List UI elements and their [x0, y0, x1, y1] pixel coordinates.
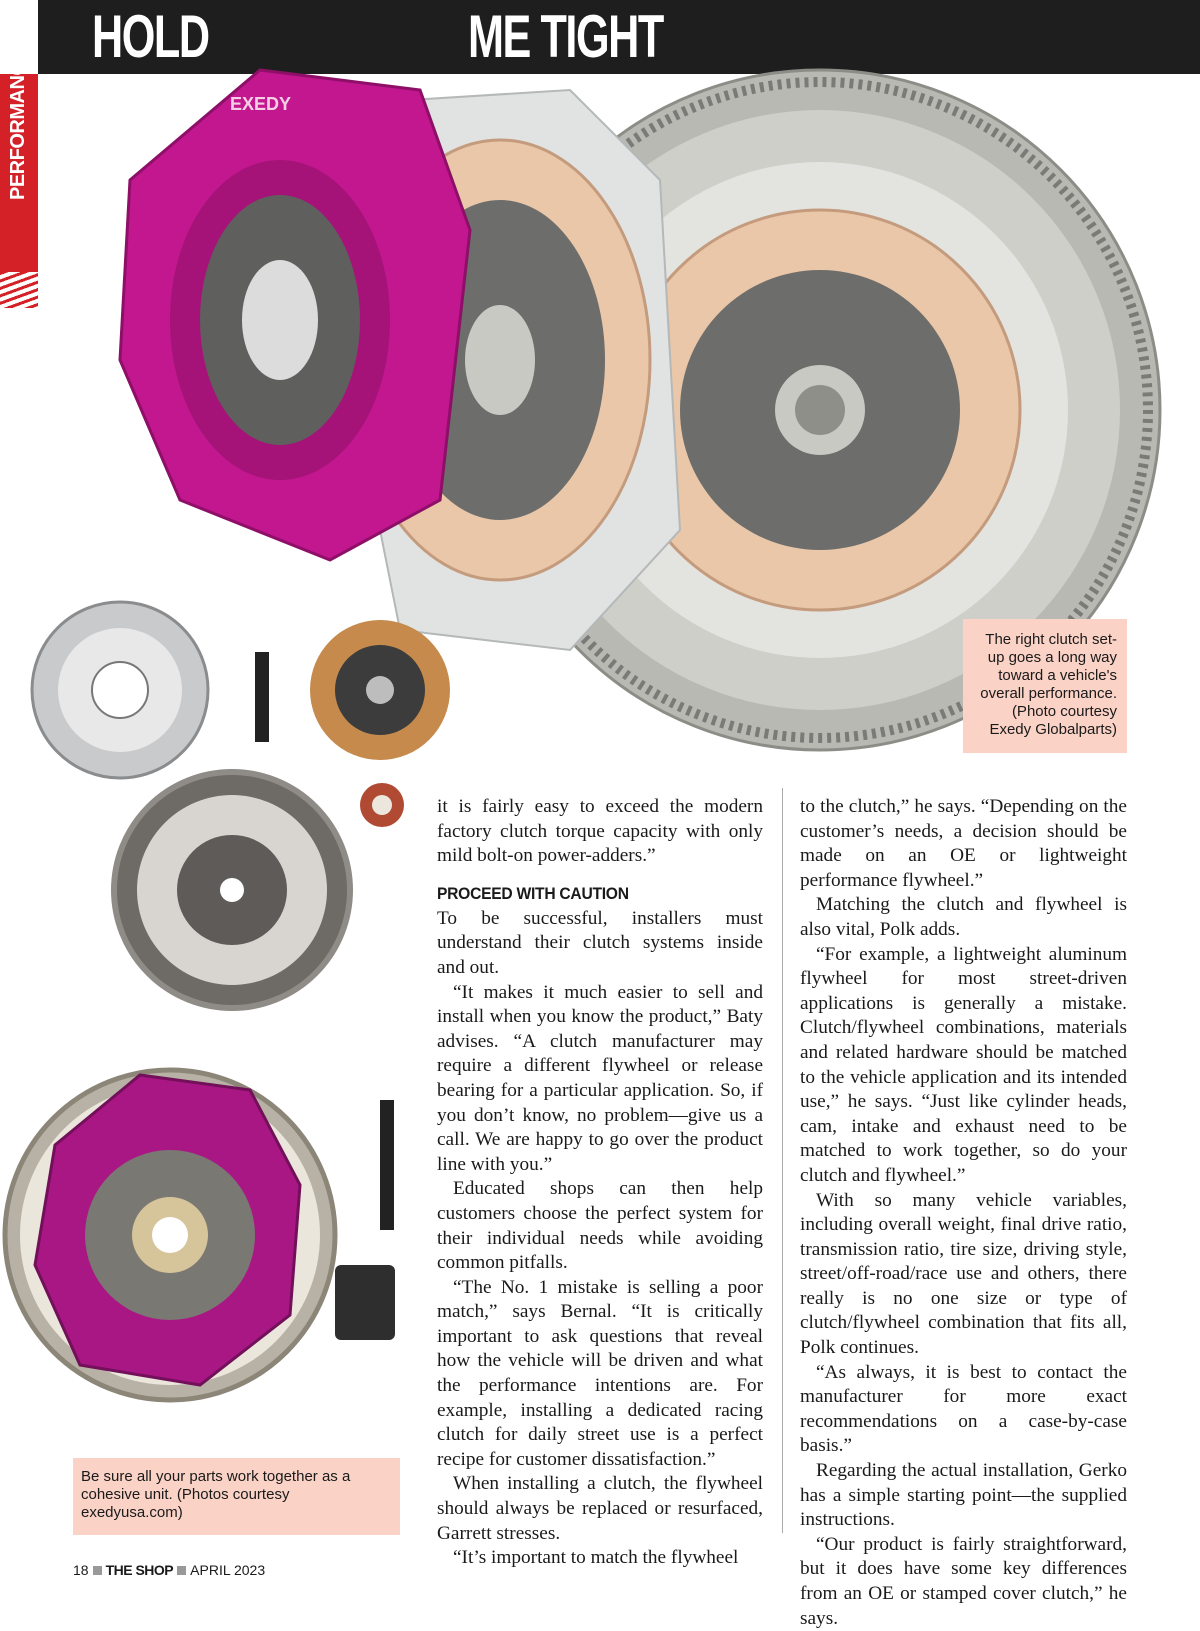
col2-paragraph-6: Regarding the actual installation, Gerko has a simple starting point—the supplied instructions. [800, 1460, 1127, 1531]
twin-disc-clutch-image [5, 1070, 335, 1400]
col2-paragraph-3: “For example, a lightweight aluminum flywheel for most street-driven applications is generally a mistake. Clutch/flywheel combinations, materials and related hardware should be matched to the vehicle application and its intended use,” he says. “Just like cylinder heads, cam, intake and exhaust need to be matched to work together, so do your clutch and flywheel.” [800, 943, 1127, 1186]
alignment-tool-kit2-image [380, 1100, 394, 1230]
page-number: 18 [73, 1562, 89, 1578]
footer-separator-icon [177, 1566, 186, 1575]
col2-paragraph-2: Matching the clutch and flywheel is also vital, Polk adds. [800, 894, 1127, 940]
col2-paragraph-1: to the clutch,” he says. “Depending on the customer’s needs, a decision should be made on an OE or lightweight performance flywheel.” [800, 796, 1127, 891]
bolts-image [335, 1265, 395, 1340]
three-puck-disc-image [310, 620, 450, 760]
section-heading: PROCEED WITH CAUTION [437, 883, 629, 903]
twin-disc-kit-photo [0, 1035, 440, 1415]
page-footer [73, 1562, 265, 1578]
flywheel-kit-image [114, 772, 350, 1008]
col1-paragraph-5: “The No. 1 mistake is selling a poor match,” says Bernal. “It is critically important to ask questions that reveal how the vehicle will be driven and what the performance intentions are. For example, installing a dedicated racing clutch for daily street use is a perfect recipe for customer dissatisfaction.” [437, 1276, 763, 1470]
pressure-plate-kit-image [32, 602, 208, 778]
caption-kits: Be sure all your parts work together as a cohesive unit. (Photos courtesy exedyusa.com) [73, 1458, 400, 1535]
col1-paragraph-4: Educated shops can then help customers choose the perfect system for their individual needs while avoiding common pitfalls. [437, 1178, 763, 1274]
column-divider [782, 788, 783, 1533]
article-column-1 [437, 795, 763, 1571]
article-title-part2: ME TIGHT [468, 3, 663, 70]
article-title-part1: HOLD [92, 3, 209, 70]
release-bearing-image [360, 783, 404, 827]
section-tab-stripes [0, 272, 38, 308]
magazine-name: THE SHOP [105, 1562, 174, 1578]
col2-paragraph-4: With so many vehicle variables, including overall weight, final drive ratio, transmission ratio, tire size, driving style, street/off-road/race use and others, there really is no one size or type of clutch/flywheel combination that fits all, Polk continues. [800, 1189, 1127, 1359]
article-column-2 [800, 795, 1127, 1631]
caption-hero: The right clutch set-up goes a long way toward a vehicle's overall performance. (Photo courtesy Exedy Globalparts) [963, 619, 1127, 753]
alignment-tool-image [255, 652, 269, 742]
col1-paragraph-6: When installing a clutch, the flywheel should always be replaced or resurfaced, Garrett stresses. [437, 1473, 763, 1544]
pressure-plate-logo: EXEDY [230, 94, 292, 114]
rear-friction-disc-image [620, 210, 1020, 610]
col2-paragraph-7: “Our product is fairly straightforward, but it does have some key differences from an OE or stamped cover clutch,” he says. [800, 1533, 1127, 1629]
col1-paragraph-2: To be successful, installers must understand their clutch systems inside and out. [437, 907, 763, 978]
clutch-kit-photo [0, 600, 430, 1020]
col2-paragraph-5: “As always, it is best to contact the manufacturer for more exact recommendations on a case-by-case basis.” [800, 1361, 1127, 1457]
col1-paragraph-7: “It’s important to match the flywheel [453, 1547, 739, 1569]
pressure-plate-image [120, 70, 470, 560]
col1-paragraph-1: it is fairly easy to exceed the modern factory clutch torque capacity with only mild bolt-on power-adders.” [437, 796, 763, 867]
issue-date: APRIL 2023 [190, 1562, 266, 1578]
section-label: PERFORMANCE [7, 48, 29, 200]
col1-paragraph-3: “It makes it much easier to sell and install when you know the product,” Baty advises. “A clutch manufacturer may require a different flywheel or release bearing for a particular application. So, if you don’t know, no problem—give us a call. We are happy to go over the product line with you.” [437, 981, 763, 1175]
footer-separator-icon [93, 1566, 102, 1575]
